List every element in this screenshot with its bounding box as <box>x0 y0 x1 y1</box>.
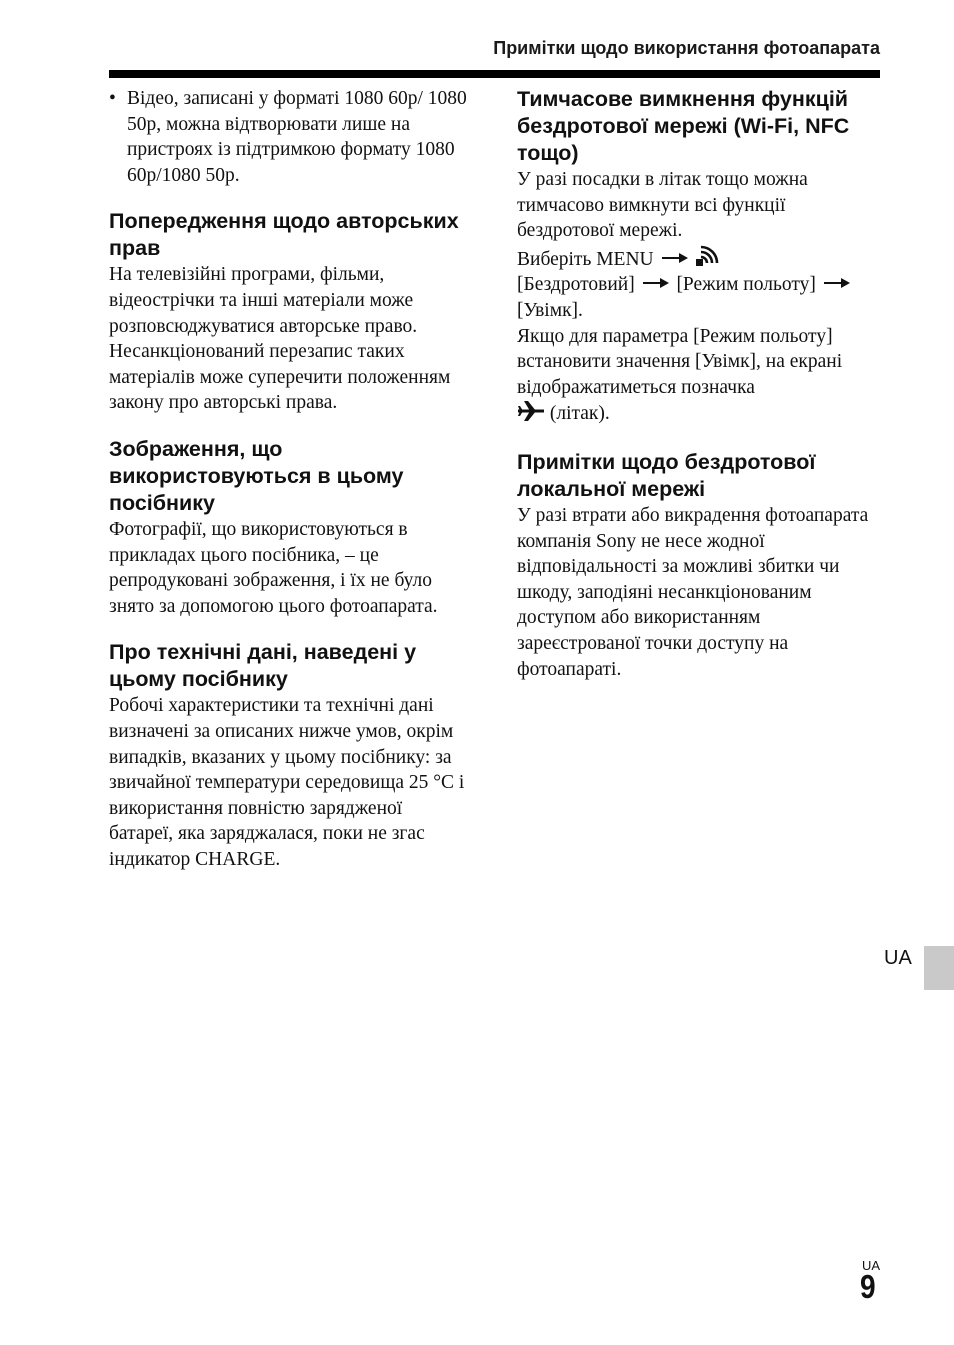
flight-mode-note-suffix: (літак). <box>549 403 610 425</box>
right-arrow-icon <box>643 278 669 288</box>
specs-text: Робочі характеристики та технічні дані визначені за описаних нижче умов, окрім випадків, вказаних у цьому посібнику: за звичайної температури середовища 25 °C і використання повністю зарядженої батареї, яка заряджалася, поки не згас індикатор CHARGE. <box>109 695 465 870</box>
menu-prefix: Виберіть MENU <box>517 248 654 270</box>
bullet-text: Відео, записані у форматі 1080 60p/ 1080 50p, можна відтворювати лише на пристроях із підтримкою формату 1080 60p/1080 50p. <box>127 88 467 186</box>
wlan-heading: Примітки щодо бездротової локальної мережі <box>517 449 816 501</box>
menu-path <box>517 244 882 324</box>
bullet-item <box>109 86 471 188</box>
airplane-icon <box>517 400 545 422</box>
images-heading: Зображення, що використовуються в цьому посібнику <box>109 436 404 515</box>
specs-heading: Про технічні дані, наведені у цьому посібнику <box>109 640 417 692</box>
menu-item-wireless: [Бездротовий] <box>517 274 635 296</box>
left-column <box>109 86 471 872</box>
copyright-text: На телевізійні програми, фільми, відеострічки та інші матеріали може розповсюджуватися авторське право. Несанкціонований перезапис таких матеріалів може суперечити положенням закону про авторські права. <box>109 264 451 414</box>
images-text: Фотографії, що використовуються в прикладах цього посібника, – це репродуковані зображення, і їх не було знято за допомогою цього фотоапарата. <box>109 518 438 617</box>
flight-mode-note <box>517 324 882 427</box>
side-tab <box>924 946 954 990</box>
running-title: Примітки щодо використання фотоапарата <box>493 38 880 58</box>
wireless-off-heading: Тимчасове вимкнення функцій бездротової мережі (Wi-Fi, NFC тощо) <box>517 87 850 165</box>
wireless-off-text: У разі посадки в літак тощо можна тимчасово вимкнути всі функції бездротової мережі. <box>517 169 808 242</box>
menu-item-on: [Увімк]. <box>517 299 583 321</box>
right-arrow-icon <box>824 278 850 288</box>
right-column <box>517 86 882 682</box>
wlan-text: У разі втрати або викрадення фотоапарата компанія Sony не несе жодної відповідальності за можливі збитки чи шкоду, заподіяні несанкціонованим доступом або використанням зареєстрованої точки доступу на фотоапараті. <box>517 504 869 680</box>
menu-item-flight-mode: [Режим польоту] <box>676 274 816 296</box>
page-number: 9 <box>860 1268 876 1305</box>
wireless-signal-icon <box>695 244 721 268</box>
side-language-label: UA <box>884 947 912 969</box>
bullet-dot: • <box>109 88 116 109</box>
copyright-heading: Попередження щодо авторських прав <box>109 209 459 261</box>
footer-language: UA <box>862 1258 881 1273</box>
right-arrow-icon <box>662 253 688 263</box>
flight-mode-note-text: Якщо для параметра [Режим польоту] встановити значення [Увімк], на екрані відображатиметься позначка <box>517 325 843 398</box>
top-rule <box>109 70 880 78</box>
